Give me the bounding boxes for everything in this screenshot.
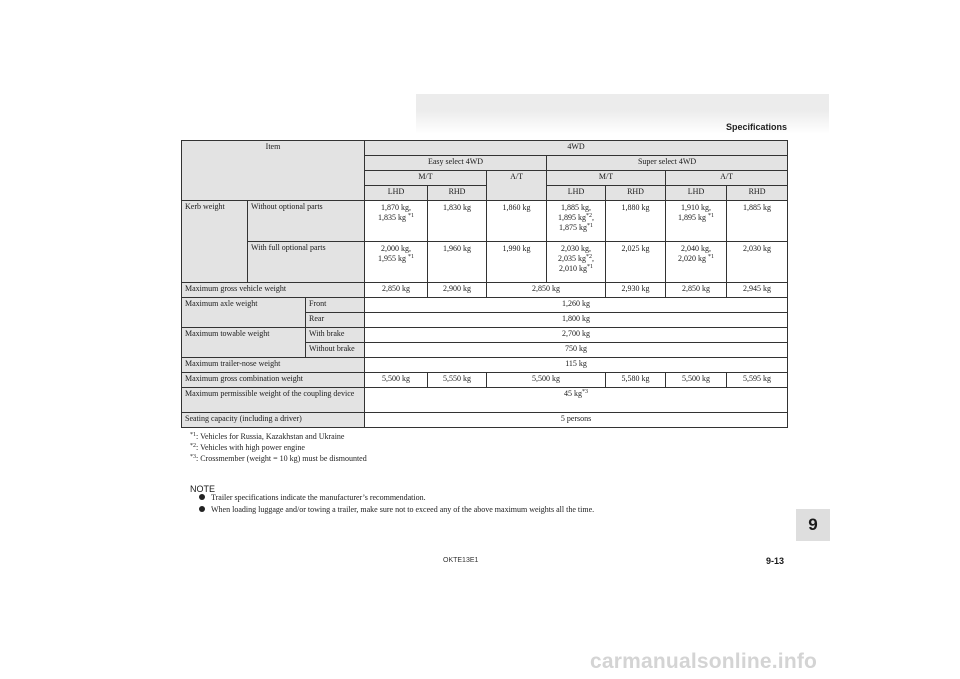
row-label-towable-weight: Maximum towable weight — [182, 328, 306, 358]
footnote-3: $^{*3}$: Crossmember (weight = 10 kg) must be dismounted — [190, 454, 367, 463]
table-row — [182, 388, 788, 413]
head-super-at: A/T — [666, 171, 788, 186]
table-cell: 5,550 kg — [428, 373, 487, 388]
table-cell: 2,930 kg — [606, 283, 666, 298]
table-cell: 1,830 kg — [428, 201, 487, 242]
table-cell: 2,000 kg, 1,955 kg $^{*1}$ — [365, 242, 428, 283]
row-label-rear: Rear — [306, 313, 365, 328]
table-cell: 2,850 kg — [666, 283, 727, 298]
table-cell: 750 kg — [365, 343, 788, 358]
head-easy-at: A/T — [487, 171, 547, 201]
row-label-with-brake: With brake — [306, 328, 365, 343]
table-row — [182, 201, 788, 242]
table-cell: 45 $kg^{*3}$ — [365, 388, 788, 413]
table-row — [182, 328, 788, 343]
head-lhd: LHD — [365, 186, 428, 201]
table-cell: 2,850 kg — [487, 283, 606, 298]
table-cell: 5 persons — [365, 413, 788, 428]
footnote-2: $^{*2}$: Vehicles with high power engine — [190, 443, 305, 452]
table-cell: 1,260 kg — [365, 298, 788, 313]
table-cell: 2,040 kg, 2,020 kg $^{*1}$ — [666, 242, 727, 283]
table-cell: 1,860 kg — [487, 201, 547, 242]
head-easy-select: Easy select 4WD — [365, 156, 547, 171]
head-row-1 — [182, 141, 788, 156]
row-label-without-brake: Without brake — [306, 343, 365, 358]
head-super-mt: M/T — [547, 171, 666, 186]
table-cell: 1,910 kg, 1,895 kg $^{*1}$ — [666, 201, 727, 242]
note-item: Trailer specifications indicate the manufacturer’s recommendation. — [199, 493, 426, 503]
bullet-icon — [199, 494, 205, 500]
table-cell: 2,030 kg, 2,035 $kg^{*2}$, 2,010 $kg^{*1}$ — [547, 242, 606, 283]
table-cell: 1,960 kg — [428, 242, 487, 283]
row-label-front: Front — [306, 298, 365, 313]
table-row — [182, 413, 788, 428]
table-row — [182, 358, 788, 373]
row-label-coupling-device: Maximum permissible weight of the coupling device — [182, 388, 365, 413]
table-cell: 5,500 kg — [365, 373, 428, 388]
table-cell: 5,595 kg — [727, 373, 788, 388]
row-label-seating-capacity: Seating capacity (including a driver) — [182, 413, 365, 428]
head-lhd: LHD — [666, 186, 727, 201]
table-cell: 1,880 kg — [606, 201, 666, 242]
footnote-1: $^{*1}$: Vehicles for Russia, Kazakhstan and Ukraine — [190, 432, 345, 441]
table-cell: 2,025 kg — [606, 242, 666, 283]
row-label-kerb-weight: Kerb weight — [182, 201, 248, 283]
section-title: Specifications — [725, 122, 787, 132]
table-cell: 5,500 kg — [487, 373, 606, 388]
head-4wd: 4WD — [365, 141, 788, 156]
head-super-select: Super select 4WD — [547, 156, 788, 171]
table-row — [182, 242, 788, 283]
note-label: NOTE — [190, 484, 216, 494]
head-easy-mt: M/T — [365, 171, 487, 186]
table-row — [182, 298, 788, 313]
bullet-icon — [199, 506, 205, 512]
head-item: Item — [182, 141, 365, 201]
table-cell: 1,800 kg — [365, 313, 788, 328]
row-label-without-optional: Without optional parts — [248, 201, 365, 242]
table-cell: 1,885 kg — [727, 201, 788, 242]
table-row — [182, 283, 788, 298]
chapter-tab: 9 — [796, 509, 830, 541]
row-label-gross-combination: Maximum gross combination weight — [182, 373, 365, 388]
table-row — [182, 373, 788, 388]
table-cell: 5,580 kg — [606, 373, 666, 388]
head-rhd: RHD — [606, 186, 666, 201]
table-cell: 1,885 kg, 1,895 $kg^{*2}$, 1,875 $kg^{*1}$ — [547, 201, 606, 242]
row-label-with-full-optional: With full optional parts — [248, 242, 365, 283]
table-cell: 1,990 kg — [487, 242, 547, 283]
head-rhd: RHD — [727, 186, 788, 201]
page-number: 9-13 — [766, 556, 785, 566]
table-cell: 2,850 kg — [365, 283, 428, 298]
table-cell: 2,700 kg — [365, 328, 788, 343]
head-lhd: LHD — [547, 186, 606, 201]
head-rhd: RHD — [428, 186, 487, 201]
row-label-axle-weight: Maximum axle weight — [182, 298, 306, 328]
row-label-trailer-nose: Maximum trailer-nose weight — [182, 358, 365, 373]
table-cell: 5,500 kg — [666, 373, 727, 388]
spec-table — [181, 140, 788, 428]
document-code: OKTE13E1 — [443, 557, 479, 564]
table-cell: 115 kg — [365, 358, 788, 373]
table-cell: 2,030 kg — [727, 242, 788, 283]
watermark: carmanualsonline.info — [590, 650, 818, 673]
table-cell: 1,870 kg, 1,835 kg $^{*1}$ — [365, 201, 428, 242]
table-cell: 2,900 kg — [428, 283, 487, 298]
table-cell: 2,945 kg — [727, 283, 788, 298]
row-label-gross-vehicle: Maximum gross vehicle weight — [182, 283, 365, 298]
note-item: When loading luggage and/or towing a trailer, make sure not to exceed any of the above maximum weights all the time. — [199, 505, 594, 515]
